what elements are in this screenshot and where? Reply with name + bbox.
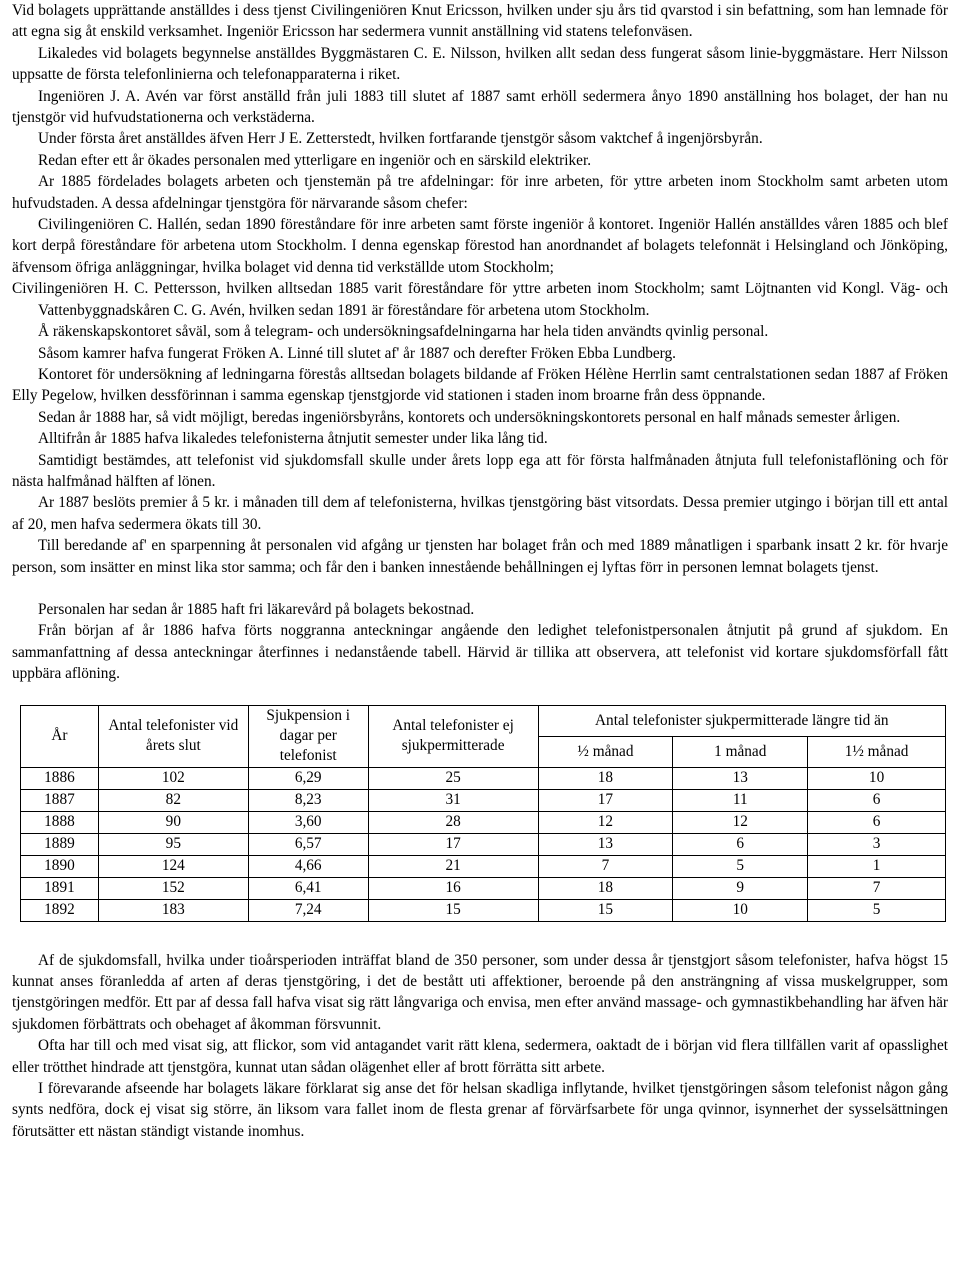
table-cell: 5 (808, 899, 946, 921)
header-employees: Antal telefonister vid årets slut (98, 705, 248, 767)
header-one-month: 1 månad (673, 736, 808, 767)
header-year: År (21, 705, 99, 767)
paragraph: Ingeniören J. A. Avén var först anställd från juli 1883 till slutet af 1887 samt erhöll sedermera ånyo 1890 anställning hos bolaget, der han nu tjenstgör vid hufvudstationerna och verkstäderna. (12, 87, 948, 127)
table-cell: 13 (538, 833, 673, 855)
paragraph: Personalen har sedan år 1885 haft fri läkarevård på bolagets bekostnad. (38, 600, 475, 618)
header-half-month: ½ månad (538, 736, 673, 767)
paragraph: Sedan år 1888 har, så vidt möjligt, beredas ingeniörsbyråns, kontorets och undersökningskontorets personal en half månads semester årligen. (38, 408, 901, 426)
table-cell: 3 (808, 833, 946, 855)
table-cell: 28 (368, 811, 538, 833)
table-cell: 18 (538, 877, 673, 899)
table-cell: 90 (98, 811, 248, 833)
header-sick-leave-group: Antal telefonister sjukpermitterade längre tid än (538, 705, 945, 736)
table-row (21, 855, 946, 877)
table-cell: 6 (808, 811, 946, 833)
paragraph: Vid bolagets upprättande anställdes i dess tjenst Civilingeniören Knut Ericsson, hvilken under sju års tid qvarstod i sin befattning, som han lemnade för att egna sig åt enskild verksamhet. Ingeniör Ericsson har sedermera vunnit anställning vid statens telefonväsen. (12, 2, 948, 41)
paragraph: Civilingeniören C. Hallén, sedan 1890 föreståndare för inre arbeten samt förste ingeniör å kontoret. Ingeniör Hallén anställdes våren 1885 och blef kort derpå föreståndare för arbetena utom Stockholm. I denna egenskap förestod han anordnandet af bolagets telefonnät i Helsingland och Jönköping, äfvensom öfriga anläggningar, hvilka bolaget vid denna tid verkställde utom Stockholm; (12, 216, 948, 276)
table-cell: 6 (673, 833, 808, 855)
table-cell: 6,57 (248, 833, 368, 855)
table-cell: 10 (808, 767, 946, 789)
table-cell: 7 (808, 877, 946, 899)
paragraph: Såsom kamrer hafva fungerat Fröken A. Linné till slutet af' år 1887 och derefter Fröken Ebba Lundberg. (38, 344, 676, 362)
table-cell: 82 (98, 789, 248, 811)
paragraph: Ar 1887 beslöts premier å 5 kr. i månaden till dem af telefonisterna, hvilkas tjenstgöring bäst vitsordats. Dessa premier utgingo i början till ett antal af 20, men hafva sedermera ökats till 30. (12, 494, 948, 533)
table-cell: 1889 (21, 833, 99, 855)
paragraph: Alltifrån år 1885 hafva likaledes telefonisterna åtnjutit semester under lika lång tid. (38, 430, 548, 448)
table-cell: 1890 (21, 855, 99, 877)
paragraph: Kontoret för undersökning af ledningarna förestås alltsedan bolagets bildande af Fröken Hélène Herrlin samt centralstationen sedan 1887 af Fröken Elly Pegelow, hvilken dessförinnan i samma egenskap tjenstgjorde vid stationen i staden inom broarne från dess öppnande. (12, 365, 948, 405)
table-row (21, 833, 946, 855)
table-cell: 15 (538, 899, 673, 921)
table-cell: 1892 (21, 899, 99, 921)
table-body (21, 767, 946, 921)
sick-leave-table (20, 705, 946, 922)
table-cell: 5 (673, 855, 808, 877)
outro-text (12, 950, 948, 1143)
table-cell: 31 (368, 789, 538, 811)
paragraph: Af de sjukdomsfall, hvilka under tioårsperioden inträffat bland de 350 personer, som under dessa år tjenstgjort såsom telefonister, hafva högst 15 kunnat anses föranledda af arten af deras tjenstgöring, i det de bestått uti affektioner, beroende på den ansträngning af vissa muskelgrupper, som tjenstgöringen medför. Ett par af dessa fall hafva visat sig rätt långvariga och envisa, men efter använd massage- och gymnastikbehandling har äfven här sjukdomen förbättrats och obehaget af åkomman försvunnit. (12, 951, 948, 1033)
table-cell: 7 (538, 855, 673, 877)
table-cell: 6 (808, 789, 946, 811)
paragraph: Ar 1885 fördelades bolagets arbeten och tjenstemän på tre afdelningar: för inre arbeten, för yttre arbeten inom Stockholm samt arbeten utom hufvudstaden. A dessa afdelningar tjenstgöra för närvarande såsom chefer: (12, 173, 948, 212)
table-cell: 9 (673, 877, 808, 899)
table-cell: 15 (368, 899, 538, 921)
table-cell: 102 (98, 767, 248, 789)
header-sick-days: Sjukpension i dagar per telefonist (248, 705, 368, 767)
table-cell: 95 (98, 833, 248, 855)
table-cell: 1891 (21, 877, 99, 899)
document-page (12, 0, 948, 1142)
table-cell: 13 (673, 767, 808, 789)
table-cell: 11 (673, 789, 808, 811)
paragraph: Å räkenskapskontoret såväl, som å telegram- och undersökningsafdelningarna har hela tiden användts qvinlig personal. (38, 323, 769, 341)
table-cell: 21 (368, 855, 538, 877)
table-cell: 1 (808, 855, 946, 877)
paragraph: I förevarande afseende har bolagets läkare förklarat sig anse det för helsan skadliga inflytande, hvilket tjenstgöringen såsom telefonist någon gång synts nedföra, dock ej visat sig större, än liksom vara fallet inom de flesta grenar af förvärfsarbete för unga qvinnor, isynnerhet der sysselsättningen förutsätter ett nästan ständigt vistande inomhus. (12, 1080, 948, 1140)
paragraph: Till beredande af' en sparpenning åt personalen vid afgång ur tjensten har bolaget från och med 1889 månatligen i sparbank insatt 2 kr. för hvarje person, som insätter en minst lika stor samma; och får den i banken innestående behållningen ej lyftas förr in personen lemnat bolagets tjenst. (12, 537, 948, 576)
table-cell: 10 (673, 899, 808, 921)
table-cell: 17 (368, 833, 538, 855)
table-cell: 18 (538, 767, 673, 789)
table-cell: 1886 (21, 767, 99, 789)
table-cell: 17 (538, 789, 673, 811)
paragraph: Likaledes vid bolagets begynnelse anställdes Byggmästaren C. E. Nilsson, hvilken allt sedan dess fungerat såsom linie-byggmästare. Herr Nilsson uppsatte de första telefonlinierna och telefonapparaterna i riket. (12, 44, 948, 84)
table-row (21, 767, 946, 789)
table-cell: 183 (98, 899, 248, 921)
table-cell: 3,60 (248, 811, 368, 833)
table-cell: 152 (98, 877, 248, 899)
table-row (21, 877, 946, 899)
table-cell: 4,66 (248, 855, 368, 877)
paragraph: Redan efter ett år ökades personalen med ytterligare en ingeniör och en särskild elektriker. (38, 151, 592, 169)
table-cell: 7,24 (248, 899, 368, 921)
header-no-sick-leave: Antal telefonister ej sjukpermitterade (368, 705, 538, 767)
table-cell: 1887 (21, 789, 99, 811)
table-cell: 1888 (21, 811, 99, 833)
table-row (21, 789, 946, 811)
table-row (21, 811, 946, 833)
header-one-half-month: 1½ månad (808, 736, 946, 767)
table-cell: 12 (673, 811, 808, 833)
table-cell: 16 (368, 877, 538, 899)
table-cell: 6,29 (248, 767, 368, 789)
table-cell: 12 (538, 811, 673, 833)
table-cell: 6,41 (248, 877, 368, 899)
paragraph: Under första året anställdes äfven Herr J E. Zetterstedt, hvilken fortfarande tjenstgör såsom vaktchef å ingenjörsbyrån. (38, 130, 763, 148)
paragraph: Samtidigt bestämdes, att telefonist vid sjukdomsfall skulle under årets lopp ega att för första halfmånaden åtnjuta full telefonistaflöning och för nästa halfmånad hälften af lönen. (12, 451, 948, 490)
table-cell: 8,23 (248, 789, 368, 811)
table-cell: 25 (368, 767, 538, 789)
table-row (21, 899, 946, 921)
paragraph: Ofta har till och med visat sig, att flickor, som vid antagandet varit rätt klena, sedermera, oaktadt de i början vid flera tillfällen varit af opasslighet eller trötthet hindrade att tjenstgöra, kunnat utan sådan olägenhet eller af brott förrätta sitt arbete. (12, 1037, 948, 1076)
intro-text (12, 0, 948, 685)
paragraph: Civilingeniören H. C. Pettersson, hvilken alltsedan 1885 varit föreståndare för yttre arbeten inom Stockholm; samt Löjtnanten vid Kongl. Väg- och Vattenbyggnadskåren C. G. Avén, hvilken sedan 1891 är föreståndare för arbetena utom Stockholm. (12, 280, 948, 319)
table-cell: 124 (98, 855, 248, 877)
paragraph: Från början af år 1886 hafva förts noggranna anteckningar angående den ledighet telefonistpersonalen åtnjutit på grund af sjukdom. En sammanfattning af dessa anteckningar återfinnes i nedanstående tabell. Härvid är tillika att observera, att telefonist vid kortare sjukdomsförfall fått uppbära aflöning. (12, 622, 948, 683)
